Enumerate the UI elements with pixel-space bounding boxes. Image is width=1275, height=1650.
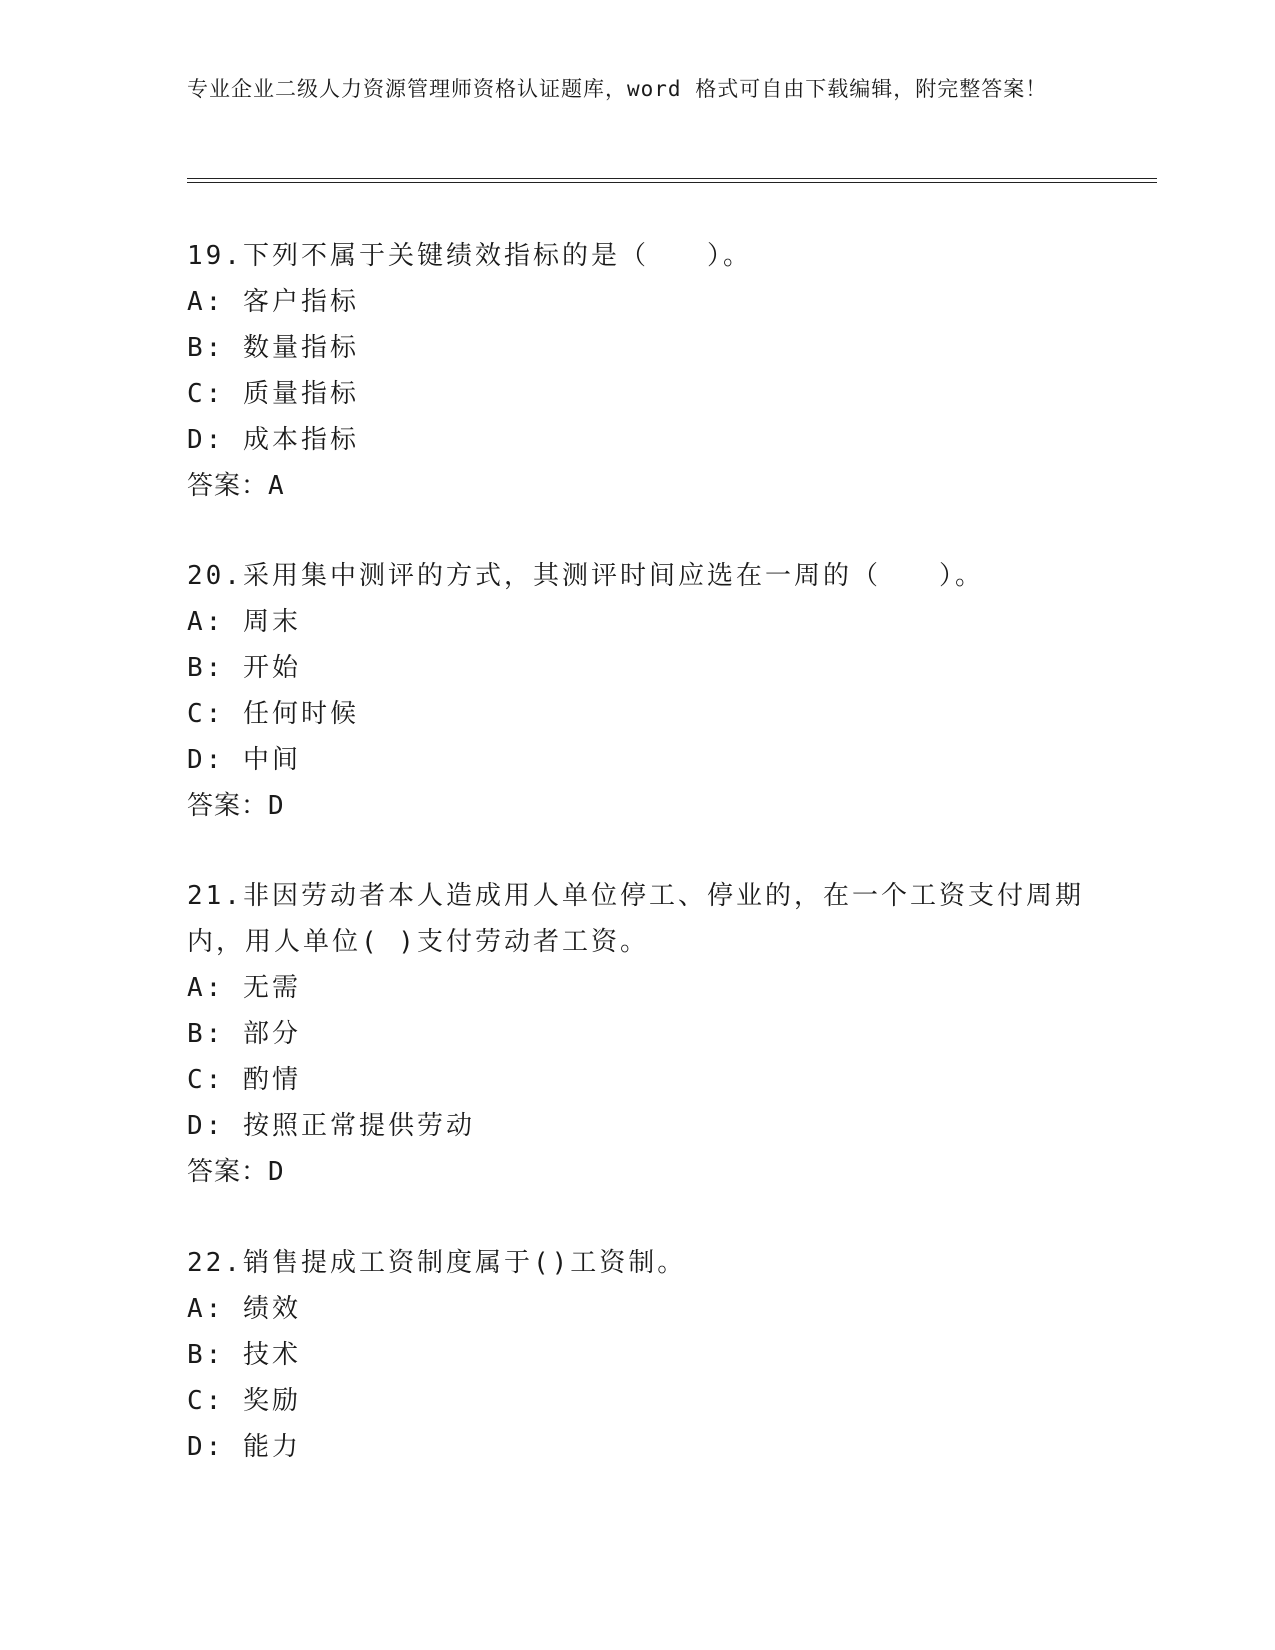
document-header: 专业企业二级人力资源管理师资格认证题库，word 格式可自由下载编辑，附完整答案！ — [187, 77, 1048, 101]
answer-line — [187, 463, 1087, 509]
answer-label: 答案： — [187, 471, 269, 501]
option-a: A: 绩效 — [187, 1294, 301, 1324]
option-d: D: 能力 — [187, 1432, 301, 1462]
option-a: A: 无需 — [187, 973, 301, 1003]
option-d: D: 成本指标 — [187, 425, 359, 455]
question-stem: 20.采用集中测评的方式，其测评时间应选在一周的（ ）。 — [187, 561, 984, 591]
question-19 — [187, 233, 1087, 509]
question-20 — [187, 553, 1087, 829]
question-stem: 19.下列不属于关键绩效指标的是（ ）。 — [187, 241, 752, 271]
question-stem: 22.销售提成工资制度属于()工资制。 — [187, 1248, 687, 1278]
header-rule-top — [187, 178, 1157, 179]
answer-label: 答案： — [187, 791, 269, 821]
option-b: B: 部分 — [187, 1019, 301, 1049]
option-b: B: 开始 — [187, 653, 301, 683]
option-c: C: 酌情 — [187, 1065, 301, 1095]
answer-line — [187, 783, 1087, 829]
option-c: C: 质量指标 — [187, 379, 359, 409]
answer-label: 答案： — [187, 1157, 269, 1187]
option-d: D: 按照正常提供劳动 — [187, 1111, 475, 1141]
option-a: A: 周末 — [187, 607, 301, 637]
answer-value: D — [268, 1157, 285, 1187]
answer-value: A — [268, 471, 285, 501]
question-21 — [187, 873, 1087, 1195]
answer-line — [187, 1149, 1087, 1195]
question-22 — [187, 1240, 1087, 1470]
option-b: B: 数量指标 — [187, 333, 359, 363]
header-rule-bottom — [187, 182, 1157, 183]
answer-value: D — [268, 791, 285, 821]
option-a: A: 客户指标 — [187, 287, 359, 317]
option-c: C: 任何时候 — [187, 699, 359, 729]
option-c: C: 奖励 — [187, 1386, 301, 1416]
option-d: D: 中间 — [187, 745, 301, 775]
question-stem: 21.非因劳动者本人造成用人单位停工、停业的，在一个工资支付周期内，用人单位( )支付劳动者工资。 — [187, 881, 1084, 957]
option-b: B: 技术 — [187, 1340, 301, 1370]
